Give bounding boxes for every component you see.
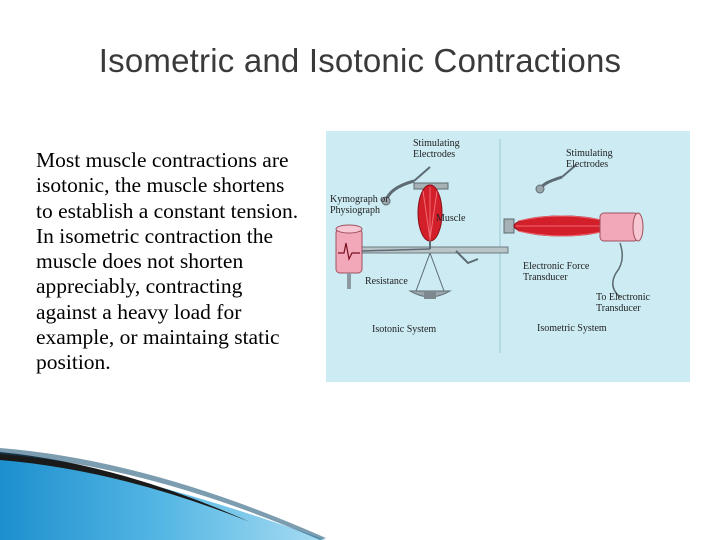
label-resistance: Resistance [365,276,408,287]
transducer-cable [613,243,622,297]
label-force-transducer: Electronic Force Transducer [523,261,590,283]
label-muscle: Muscle [436,213,466,224]
lever-bar [338,247,508,253]
diagram-drawing [326,131,690,382]
isometric-clamp [504,219,514,233]
body-text: Most muscle contractions are isotonic, the muscle shortens to establish a constant tension. In isometric contraction the muscle does not shorten appreciably, contracting against a heavy load for example, or maintaing static position. [36,148,299,375]
label-kymograph: Kymograph or Physiograph [330,194,389,216]
slide-title: Isometric and Isotonic Contractions [98,42,622,79]
label-isotonic-system: Isotonic System [372,324,437,335]
muscle-diagram [326,131,690,382]
label-to-transducer: To Electronic Transducer [596,292,650,314]
label-isometric-system: Isometric System [537,323,607,334]
resistance-weight-icon [410,253,450,299]
muscle-isometric [514,216,610,236]
label-stim-left: Stimulating Electrodes [413,138,460,160]
kymograph-drum-icon [336,225,362,289]
corner-swoosh-decoration [0,440,720,540]
label-stim-right: Stimulating Electrodes [566,148,613,170]
force-transducer-icon [600,213,643,241]
